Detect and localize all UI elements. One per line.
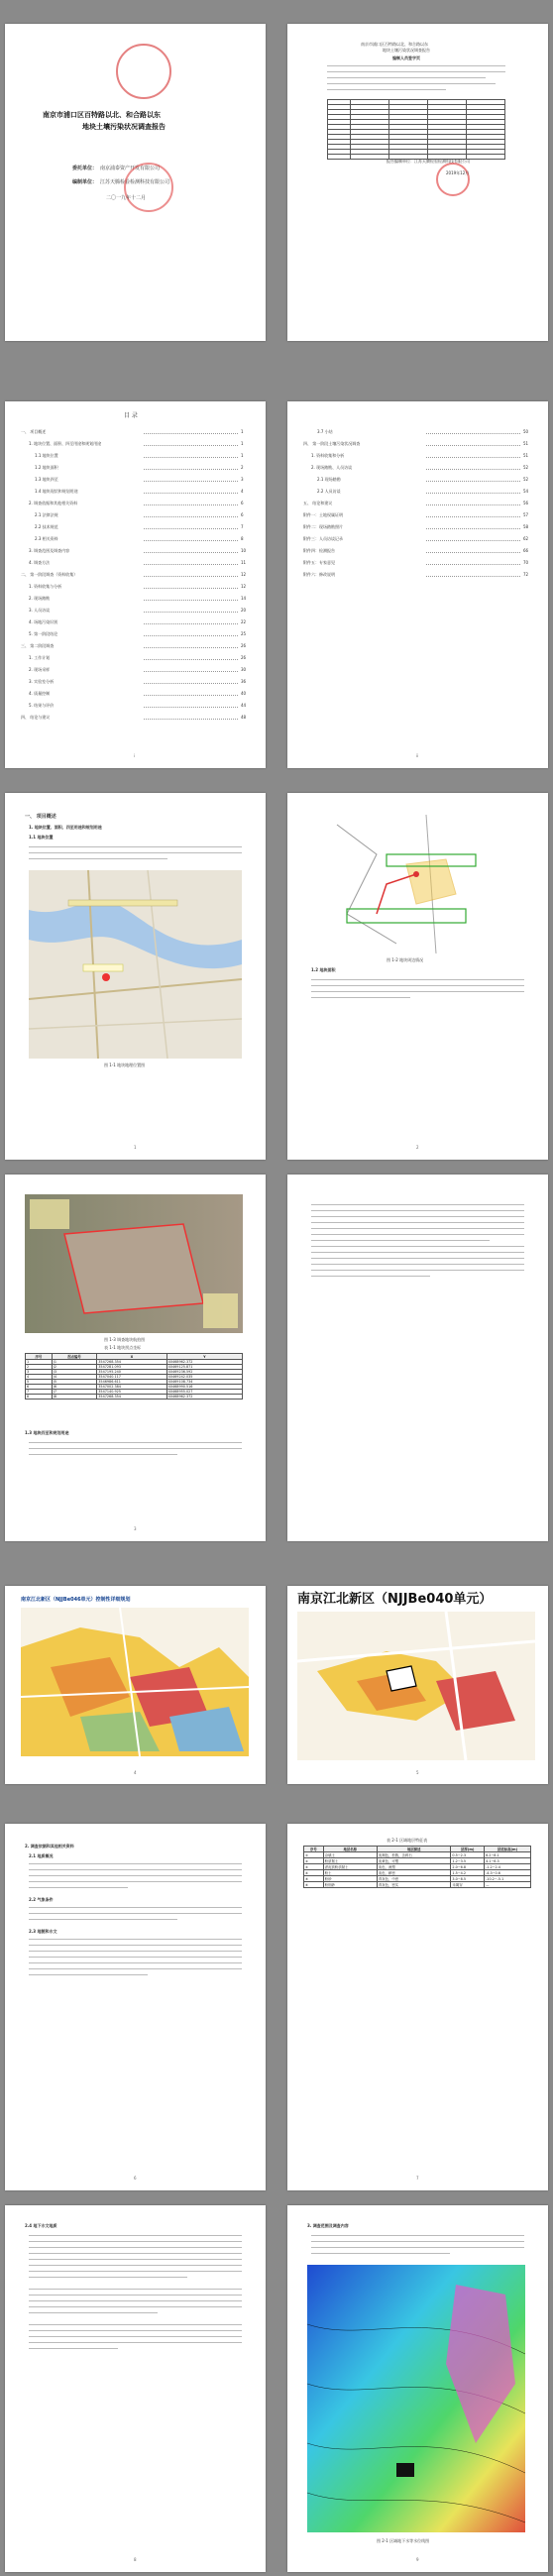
section2-page-right [287,1824,548,2190]
signoff-page [287,24,548,341]
toc-entry[interactable]: 1.2 地块面积 [35,465,58,470]
table-cell: 3546986.611 [97,1380,166,1385]
toc-leader [144,671,238,672]
toc-entry[interactable]: 附件三：人员访谈记录 [303,536,343,541]
toc-leader [426,576,520,577]
page-number: i [134,753,136,758]
section1-sub12: 1.2 地块面积 [311,967,336,972]
signoff-header-1: 南京市浦口区百特路以北、和合路以东 [361,42,428,47]
table-cell: ① [304,1852,324,1858]
signoff-footer-1: 报告编制单位：江苏天腾检验检测科技有限公司 [387,159,470,164]
table-cell: 40469125.871 [166,1365,242,1370]
fig2-caption: 图 1-2 地块周边情况 [387,957,424,962]
table-cell: 0.5~2.3 [451,1852,485,1858]
toc-entry[interactable]: 四、 第一阶段土壤污染状况调查 [303,441,361,446]
table-cell: 7 [26,1390,53,1395]
toc-leader [144,504,238,505]
toc-page-number: 30 [241,667,247,672]
toc-page-number: 12 [241,572,247,577]
table-cell: 6 [26,1385,53,1390]
toc-page-number: 1 [241,453,244,458]
toc-entry[interactable]: 2.1 法律法规 [35,512,58,517]
toc-page-number: 52 [523,465,529,470]
toc-page-number: 48 [241,715,247,720]
toc-page-number: 22 [241,619,247,624]
cover-title-2: 地块土壤污染状况调查报告 [82,123,166,131]
table-cell: 2 [26,1365,53,1370]
table-cell: 灰褐色，松散，含碎石 [377,1852,451,1858]
table-cell: 灰黄色，可塑 [377,1858,451,1864]
toc-entry[interactable]: 4. 场地污染识别 [29,619,58,624]
table-header-cell: 序号 [26,1354,53,1360]
toc-entry[interactable]: 1. 工作计划 [29,655,51,660]
toc-entry[interactable]: 4. 质量控制 [29,691,51,696]
map-icon [317,815,515,953]
toc-entry[interactable]: 1. 资料收集和分析 [311,453,345,458]
map-icon [297,1612,535,1760]
toc-page-number: 70 [523,560,529,565]
toc-leader [144,528,238,529]
toc-page-number: 26 [241,655,247,660]
cover-title-1: 南京市浦口区百特路以北、和合路以东 [43,111,161,119]
strata-table [303,1846,531,1888]
table-cell: 青灰色，中密 [377,1876,451,1882]
table-cell: 40468955.027 [166,1390,242,1395]
toc-entry[interactable]: 3.7 小结 [317,429,333,434]
toc-entry[interactable]: 3. 调查范围及调查内容 [29,548,70,553]
table-cell: 粉土 [323,1870,377,1876]
toc-entry[interactable]: 附件四：检测报告 [303,548,335,553]
aerial-photo-icon [25,1194,243,1333]
toc-leader [144,612,238,613]
toc-entry[interactable]: 1.3 地块四至 [35,477,58,482]
section3-sub: 3. 调查范围及调查内容 [307,2223,349,2228]
toc-entry[interactable]: 附件一：土地权属证明 [303,512,343,517]
table-cell: 3547002.384 [97,1385,166,1390]
toc-leader [426,516,520,517]
strata-table-caption: 表 2-1 区域地层特征表 [387,1838,428,1843]
table-cell: 3547040.117 [97,1375,166,1380]
toc-leader [426,528,520,529]
table-cell: — [485,1882,531,1888]
table-cell: J6 [52,1385,96,1390]
plan-right-title: 南京江北新区（NJJBe040单元） [297,1592,493,1607]
text-page [287,1175,548,1541]
toc-page-number: 58 [523,524,529,529]
toc-leader [144,647,238,648]
table-cell: J7 [52,1390,96,1395]
signoff-header-3: 编制人员签字页 [392,56,420,60]
table-cell: 粉砂 [323,1876,377,1882]
toc-page-number: 1 [241,429,244,434]
section1-sub11: 1.1 地块位置 [29,835,54,840]
toc-entry[interactable]: 四、 结论与建议 [21,715,51,720]
compiler-label: 编制单位： [72,179,98,185]
toc-entry[interactable]: 二、 第一阶段调查（资料收集） [21,572,78,577]
photo-caption: 图 1-3 调查地块航拍图 [104,1337,146,1342]
toc-entry[interactable]: 3. 实验室分析 [29,679,55,684]
table-row [26,1395,243,1400]
toc-page-number: 62 [523,536,529,541]
toc-leader [426,481,520,482]
table-cell: 3547140.925 [97,1390,166,1395]
table-cell: -4.3~0.6 [485,1870,531,1876]
cover-page [5,24,266,341]
photo-page [5,1175,266,1541]
plan-page-left [5,1586,266,1784]
toc-entry[interactable]: 2.3 相关资料 [35,536,58,541]
table-cell: 粉细砂 [323,1882,377,1888]
table-cell: 40468990.516 [166,1385,242,1390]
table-cell: ② [304,1858,324,1864]
plan-left-title: 南京江北新区（NJJBe046单元）控制性详细规划 [21,1597,131,1603]
toc-page-number: 8 [241,536,244,541]
table-cell: 2.0~6.8 [451,1864,485,1870]
toc-leader [144,659,238,660]
toc-page-number: 66 [523,548,529,553]
toc-page-number: 10 [241,548,247,553]
table-cell: 4.1~6.3 [485,1858,531,1864]
table-cell: 5 [26,1380,53,1385]
table-cell: J2 [52,1365,96,1370]
toc-page-number: 11 [241,560,247,565]
toc-page-number: 51 [523,441,529,446]
toc-leader [144,623,238,624]
table-cell: J5 [52,1380,96,1385]
toc-page-number: 14 [241,596,247,601]
toc-entry[interactable]: 2. 现场采样 [29,667,51,672]
table-cell: 3.0~8.5 [451,1876,485,1882]
table-cell: 3 [26,1370,53,1375]
toc-entry[interactable]: 1. 资料收集与分析 [29,584,62,589]
delegate-label: 委托单位： [72,166,98,171]
table-header-cell: 层底标高(m) [485,1847,531,1852]
table-header-cell: X [97,1354,166,1360]
toc-leader [144,481,238,482]
stamp-seal-icon [116,44,171,99]
page-number: 9 [416,2557,419,2562]
signoff-header-2: 地块土壤污染状况调查报告 [383,48,430,53]
toc-leader [144,588,238,589]
toc-leader [144,576,238,577]
stamp-seal-icon [124,163,173,212]
page-number: 5 [416,1770,419,1775]
toc-leader [144,635,238,636]
table-cell: ③ [304,1864,324,1870]
toc-page-number: 20 [241,608,247,613]
toc-leader [426,457,520,458]
section2-sub22: 2.2 气象条件 [29,1897,54,1902]
table-cell: 3547268.354 [97,1395,166,1400]
toc-page-number: 52 [523,477,529,482]
table-header-cell: 层厚(m) [451,1847,485,1852]
table-cell: -1.2~2.4 [485,1864,531,1870]
table-cell: 淤泥质粉质黏土 [323,1864,377,1870]
toc-entry[interactable]: 4. 调查方法 [29,560,51,565]
toc-entry[interactable]: 2.2 技术规范 [35,524,58,529]
section3-heading: 2.4 地下水文地质 [25,2223,57,2228]
toc-entry[interactable]: 2. 现场踏勘、人员访谈 [311,465,353,470]
toc-page-number: 4 [241,489,244,494]
table-cell: 40469108.734 [166,1380,242,1385]
table-cell: ④ [304,1870,324,1876]
page-number: 4 [134,1770,137,1775]
signoff-table [327,99,505,160]
toc-entry[interactable]: 2. 现场踏勘 [29,596,51,601]
table-cell: 3547195.240 [97,1370,166,1375]
toc-page-number: 7 [241,524,244,529]
table-cell: 40469236.592 [166,1370,242,1375]
map-icon [29,870,242,1059]
table-header-cell: 地层名称 [323,1847,377,1852]
toc-entry[interactable]: 5. 结果与评价 [29,703,55,708]
toc-entry[interactable]: 2. 调查依据和其他相关资料 [29,501,78,505]
section3-page-right [287,2205,548,2572]
toc-page-number: 56 [523,501,529,505]
table-cell: 40468962.372 [166,1360,242,1365]
toc-entry[interactable]: 五、 结论和建议 [303,501,333,505]
page-number: ii [416,753,419,758]
toc-entry[interactable]: 2.1 现场踏勘 [317,477,341,482]
toc-entry[interactable]: 1.4 地块现状和规划用途 [35,489,78,494]
section1-heading: 一、 项目概述 [25,814,56,820]
coordinate-table [25,1353,243,1400]
page-number: 8 [134,2557,137,2562]
delegate-value: 南京浦泰资产开发有限公司 [100,166,161,171]
table-cell: 青灰色，密实 [377,1882,451,1888]
table-cell: ⑥ [304,1882,324,1888]
table-cell: J8 [52,1395,96,1400]
toc-entry[interactable]: 3. 人员访谈 [29,608,51,613]
table-cell: 3547281.093 [97,1365,166,1370]
page-number: 6 [134,2176,137,2181]
table-row [304,1882,531,1888]
table-cell: ⑤ [304,1876,324,1882]
toc-entry[interactable]: 一、 项目概述 [21,429,47,434]
toc-page-number: 54 [523,489,529,494]
page-number: 7 [416,2176,419,2181]
toc-leader [426,469,520,470]
toc-leader [144,552,238,553]
toc-leader [426,540,520,541]
page-number: 1 [134,1145,137,1150]
toc-leader [144,516,238,517]
toc-leader [426,445,520,446]
toc-leader [144,683,238,684]
toc-entry[interactable]: 2.2 人员访谈 [317,489,341,494]
toc-entry[interactable]: 1. 地块位置、面积、四至用途和规划用途 [29,441,102,446]
table-header-cell: 地层描述 [377,1847,451,1852]
table-cell: 灰色，流塑 [377,1864,451,1870]
toc-page-number: 40 [241,691,247,696]
toc-page-number: 3 [241,477,244,482]
plan-page-right [287,1586,548,1784]
signoff-footer-2: 2019年12月 [446,170,470,175]
map-icon [307,2265,525,2532]
toc-page-number: 26 [241,643,247,648]
table-cell: 1 [26,1360,53,1365]
toc-page-number: 50 [523,429,529,434]
table-cell: 40468962.372 [166,1395,242,1400]
compiler-value: 江苏天腾检验检测科技有限公司 [100,179,170,185]
toc-leader [426,433,520,434]
stamp-seal-icon [436,163,470,196]
table-cell: 40469242.035 [166,1375,242,1380]
toc-leader [144,719,238,720]
toc-page-number: 57 [523,512,529,517]
table-cell: 灰色，稍密 [377,1870,451,1876]
toc-leader [426,564,520,565]
toc-leader [144,695,238,696]
map-icon [21,1608,249,1756]
fig1-caption: 图 1-1 地块地理位置图 [104,1063,146,1067]
section2-sub23: 2.3 地貌和水文 [29,1929,57,1934]
toc-leader [144,457,238,458]
toc-leader [144,445,238,446]
toc-page-number: 1 [241,441,244,446]
table-cell: 杂填土 [323,1852,377,1858]
toc-page-number: 51 [523,453,529,458]
toc-leader [426,552,520,553]
toc-page-left [5,401,266,768]
page-number: 2 [416,1145,419,1150]
section1-page-right [287,793,548,1160]
toc-leader [144,600,238,601]
section2-heading: 2. 调查依据和其他相关资料 [25,1844,74,1848]
toc-leader [144,433,238,434]
page-number: 3 [134,1526,137,1531]
toc-leader [426,493,520,494]
table-cell: 8 [26,1395,53,1400]
toc-entry[interactable]: 1.1 地块位置 [35,453,58,458]
cover-date: 二〇一九年十二月 [106,195,147,201]
table-cell: 1.2~3.5 [451,1858,485,1864]
table-header-cell: 序号 [304,1847,324,1852]
table-cell: 粉质黏土 [323,1858,377,1864]
toc-entry[interactable]: 附件二：现场踏勘照片 [303,524,343,529]
table-caption: 表 1-1 地块拐点坐标 [104,1345,142,1350]
toc-page-number: 44 [241,703,247,708]
toc-entry[interactable]: 三、 第二阶段调查 [21,643,55,648]
toc-heading: 目 录 [124,412,138,419]
toc-entry[interactable]: 附件五：专家意见 [303,560,335,565]
toc-entry[interactable]: 附件六：修改说明 [303,572,335,577]
toc-page-number: 72 [523,572,529,577]
table-cell: J4 [52,1375,96,1380]
table-cell: -10.2~-5.1 [485,1876,531,1882]
toc-page-number: 2 [241,465,244,470]
section3-page-left [5,2205,266,2572]
table-cell: J1 [52,1360,96,1365]
toc-page-number: 6 [241,501,244,505]
section2-page-left [5,1824,266,2190]
toc-entry[interactable]: 5. 第一阶段结论 [29,631,58,636]
section1-page-left [5,793,266,1160]
toc-leader [144,540,238,541]
toc-leader [426,504,520,505]
gw-caption: 图 2-1 区域地下水等水位线图 [377,2538,430,2543]
table-header-cell: Y [166,1354,242,1360]
table-cell: 3547268.354 [97,1360,166,1365]
table-cell: 1.5~4.2 [451,1870,485,1876]
table-cell: 未揭穿 [451,1882,485,1888]
table-header-cell: 拐点编号 [52,1354,96,1360]
table-cell: 4 [26,1375,53,1380]
section2-sub21: 2.1 地质概况 [29,1853,54,1858]
toc-page-right [287,401,548,768]
toc-page-number: 36 [241,679,247,684]
section13-heading: 1.3 地块四至和规划用途 [25,1430,69,1435]
section1-sub1: 1. 地块位置、面积、四至用途和规划用途 [29,825,102,830]
toc-leader [144,493,238,494]
toc-page-number: 12 [241,584,247,589]
toc-leader [144,564,238,565]
toc-leader [144,707,238,708]
table-cell: 6.2~8.1 [485,1852,531,1858]
toc-page-number: 25 [241,631,247,636]
toc-leader [144,469,238,470]
toc-page-number: 6 [241,512,244,517]
table-cell: J3 [52,1370,96,1375]
